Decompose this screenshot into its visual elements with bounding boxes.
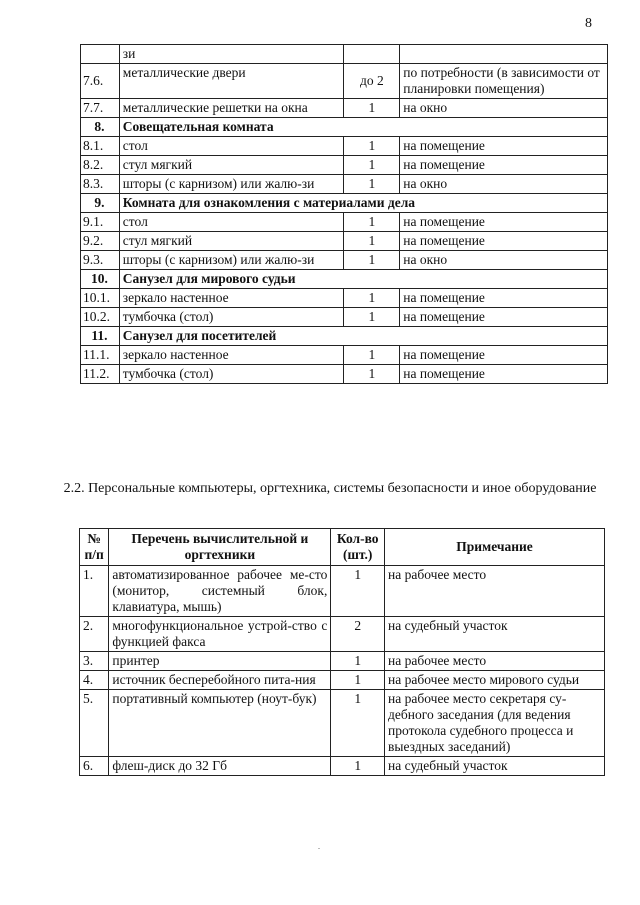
equipment-table: [79, 528, 605, 776]
item-number: 9.1.: [81, 213, 120, 232]
item-name: металлические решетки на окна: [119, 99, 344, 118]
item-qty: 1: [344, 213, 400, 232]
item-qty: 1: [344, 346, 400, 365]
section-number: 9.: [81, 194, 120, 213]
section-row: [81, 327, 608, 346]
page-number: 8: [585, 16, 592, 31]
table-row: [81, 213, 608, 232]
item-qty: 1: [344, 137, 400, 156]
table-row: [80, 566, 605, 617]
item-qty: 1: [344, 156, 400, 175]
header-qty: Кол-во (шт.): [331, 529, 385, 566]
item-name: автоматизированное рабочее ме-сто (монитор, системный блок, клавиатура, мышь): [109, 566, 331, 617]
item-name: стол: [119, 137, 344, 156]
item-qty: 1: [344, 175, 400, 194]
item-name: металлические двери: [119, 64, 344, 99]
item-number: 11.2.: [81, 365, 120, 384]
item-number: 7.7.: [81, 99, 120, 118]
item-qty: 1: [344, 251, 400, 270]
item-number: 8.3.: [81, 175, 120, 194]
table-header-row: [80, 529, 605, 566]
table-row: [80, 652, 605, 671]
item-note: на рабочее место: [385, 566, 605, 617]
item-qty: 1: [331, 652, 385, 671]
table-row: [81, 137, 608, 156]
section-number: 10.: [81, 270, 120, 289]
header-num: № п/п: [80, 529, 109, 566]
table-row: [81, 156, 608, 175]
section-row: [81, 270, 608, 289]
table-row: [80, 690, 605, 757]
section-number: 8.: [81, 118, 120, 137]
item-name: стул мягкий: [119, 232, 344, 251]
table-row: [81, 346, 608, 365]
item-name: шторы (с карнизом) или жалю-зи: [119, 251, 344, 270]
item-qty: 1: [331, 566, 385, 617]
item-note: на помещение: [400, 308, 608, 327]
item-note: на помещение: [400, 232, 608, 251]
item-number: 4.: [80, 671, 109, 690]
item-note: по потребности (в зависимости от планировки помещения): [400, 64, 608, 99]
item-number: 6.: [80, 757, 109, 776]
table-row: [81, 365, 608, 384]
item-name: зи: [119, 45, 344, 64]
item-note: на помещение: [400, 137, 608, 156]
item-number: 1.: [80, 566, 109, 617]
table-row: [81, 251, 608, 270]
item-note: на судебный участок: [385, 757, 605, 776]
item-note: на рабочее место секретаря су-дебного заседания (для ведения протокола судебного процесса и выездных заседаний): [385, 690, 605, 757]
item-note: на помещение: [400, 156, 608, 175]
item-qty: 1: [331, 757, 385, 776]
item-note: на окно: [400, 99, 608, 118]
item-number: 8.1.: [81, 137, 120, 156]
section-caption: 2.2. Персональные компьютеры, оргтехника, системы безопасности и иное оборудование: [63, 481, 597, 496]
item-qty: 1: [331, 671, 385, 690]
item-name: принтер: [109, 652, 331, 671]
section-title: Совещательная комната: [119, 118, 607, 137]
table-row: [81, 308, 608, 327]
section-title: Комната для ознакомления с материалами дела: [119, 194, 607, 213]
item-name: стол: [119, 213, 344, 232]
section-title: Санузел для мирового судьи: [119, 270, 607, 289]
item-note: на судебный участок: [385, 617, 605, 652]
item-qty: 1: [331, 690, 385, 757]
table-row: [80, 671, 605, 690]
item-note: [400, 45, 608, 64]
item-qty: 1: [344, 232, 400, 251]
section-number: 11.: [81, 327, 120, 346]
item-name: тумбочка (стол): [119, 308, 344, 327]
item-note: на помещение: [400, 346, 608, 365]
item-note: на помещение: [400, 365, 608, 384]
item-qty: [344, 45, 400, 64]
item-note: на помещение: [400, 289, 608, 308]
item-qty: 1: [344, 365, 400, 384]
item-name: портативный компьютер (ноут-бук): [109, 690, 331, 757]
table-row: [81, 64, 608, 99]
furniture-table: [80, 44, 608, 384]
table-row: [81, 289, 608, 308]
item-number: [81, 45, 120, 64]
item-number: 2.: [80, 617, 109, 652]
item-number: 11.1.: [81, 346, 120, 365]
table-row: [81, 99, 608, 118]
item-qty: до 2: [344, 64, 400, 99]
item-qty: 2: [331, 617, 385, 652]
section-title: Санузел для посетителей: [119, 327, 607, 346]
item-qty: 1: [344, 289, 400, 308]
header-note: Примечание: [385, 529, 605, 566]
table-row: [81, 45, 608, 64]
item-note: на рабочее место: [385, 652, 605, 671]
item-number: 9.2.: [81, 232, 120, 251]
item-name: источник бесперебойного пита-ния: [109, 671, 331, 690]
item-name: зеркало настенное: [119, 346, 344, 365]
item-name: тумбочка (стол): [119, 365, 344, 384]
table-row: [81, 175, 608, 194]
item-number: 9.3.: [81, 251, 120, 270]
scan-speck: [318, 848, 320, 849]
item-number: 3.: [80, 652, 109, 671]
item-note: на рабочее место мирового судьи: [385, 671, 605, 690]
table-row: [80, 617, 605, 652]
item-qty: 1: [344, 308, 400, 327]
item-name: многофункциональное устрой-ство с функцией факса: [109, 617, 331, 652]
section-row: [81, 118, 608, 137]
item-note: на окно: [400, 175, 608, 194]
item-note: на окно: [400, 251, 608, 270]
item-number: 8.2.: [81, 156, 120, 175]
item-number: 7.6.: [81, 64, 120, 99]
item-name: зеркало настенное: [119, 289, 344, 308]
table-row: [80, 757, 605, 776]
item-name: флеш-диск до 32 Гб: [109, 757, 331, 776]
table-row: [81, 232, 608, 251]
item-name: стул мягкий: [119, 156, 344, 175]
section-row: [81, 194, 608, 213]
item-note: на помещение: [400, 213, 608, 232]
item-number: 10.1.: [81, 289, 120, 308]
item-name: шторы (с карнизом) или жалю-зи: [119, 175, 344, 194]
item-number: 5.: [80, 690, 109, 757]
item-qty: 1: [344, 99, 400, 118]
item-number: 10.2.: [81, 308, 120, 327]
header-name: Перечень вычислительной и оргтехники: [109, 529, 331, 566]
